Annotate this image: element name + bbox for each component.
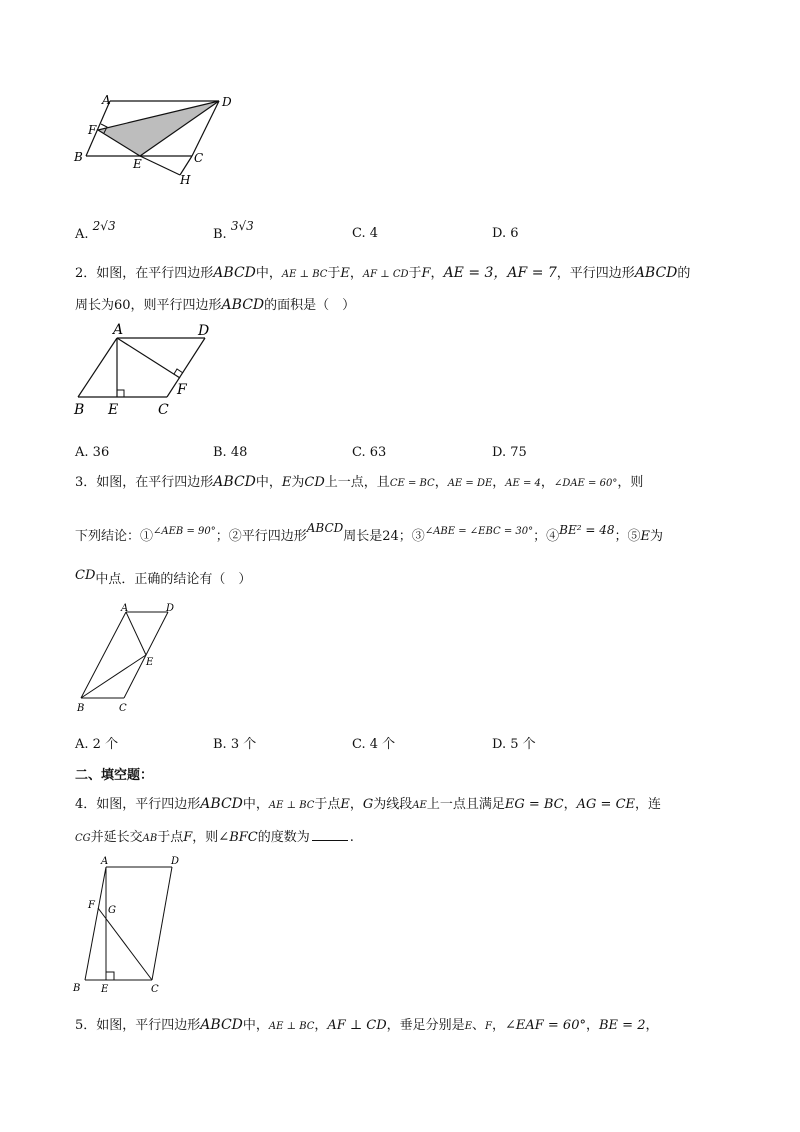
option-label: B. (213, 227, 227, 242)
label-d: D (198, 323, 210, 339)
option-value: 48 (230, 445, 248, 460)
q2-line-1 (75, 264, 690, 284)
q3-line-1 (75, 473, 643, 493)
math-conclusion: BE² = 48 (559, 523, 615, 537)
question-text: 于点 (157, 830, 184, 845)
math-abcd: ABCD (200, 1017, 243, 1033)
math-conclusion: ∠AEB = 90° (153, 526, 216, 537)
label-f: F (177, 382, 187, 398)
math-f: F (485, 1021, 492, 1032)
q4-line-1 (75, 795, 661, 815)
q1-option-b[interactable] (213, 219, 254, 244)
q2-option-c[interactable] (352, 444, 386, 462)
option-label: D. (492, 737, 507, 752)
math-condition: AF ⊥ CD (362, 269, 409, 280)
option-value: 4 (369, 226, 379, 241)
shaded-triangle-dfe (98, 101, 219, 156)
math-angle: ∠BFC (218, 830, 258, 845)
q2-option-a[interactable] (75, 444, 109, 462)
label-d: D (171, 856, 180, 867)
math-condition: AE = 3，AF = 7 (443, 265, 557, 281)
question-text: 周长为60，则平行四边形 (75, 298, 222, 313)
math-f: F (421, 266, 431, 281)
question-text: ， (585, 1018, 599, 1033)
question-text: 5．如图，平行四边形 (75, 1018, 201, 1033)
option-label: C. (352, 737, 366, 752)
question-text: . (349, 830, 354, 845)
math-e: E (340, 797, 350, 812)
label-e: E (101, 984, 109, 995)
label-e: E (146, 657, 154, 668)
question-text: 为线段 (373, 797, 413, 812)
math-ab: AB (142, 833, 158, 844)
segment-eh (140, 156, 180, 175)
option-label: D. (492, 226, 507, 241)
label-f: F (88, 123, 97, 137)
question-text: ， (645, 1018, 659, 1033)
label-c: C (158, 402, 169, 418)
option-value: 2 个 (92, 737, 119, 752)
option-label: C. (352, 445, 366, 460)
segment-af (117, 338, 180, 378)
question-text: ， (314, 1018, 328, 1033)
question-text: ，则 (192, 830, 219, 845)
math-cd: CD (304, 475, 325, 490)
math-e: E (340, 266, 350, 281)
option-label: A. (75, 445, 89, 460)
question-text: 、 (472, 1018, 486, 1033)
q5-line-1 (75, 1016, 659, 1036)
math-condition: CE = BC (389, 478, 435, 489)
side-ab (85, 867, 106, 980)
math-f: F (183, 830, 193, 845)
question-text: ， (430, 266, 444, 281)
side-dc (152, 867, 172, 980)
option-label: B. (213, 737, 227, 752)
q3-line-2 (75, 521, 664, 547)
question-text: 于点 (314, 797, 341, 812)
question-text: ，连 (635, 797, 662, 812)
question-text: ， (492, 475, 506, 490)
option-value: 6 (510, 226, 519, 241)
question-text: ， (491, 1018, 505, 1033)
math-cg: CG (75, 833, 91, 844)
q2-option-b[interactable] (213, 444, 247, 462)
question-text: 3．如图，在平行四边形 (75, 475, 214, 490)
q1-option-a[interactable] (75, 219, 116, 244)
q1-option-d[interactable] (492, 225, 519, 243)
option-value: 3√3 (230, 219, 254, 233)
option-value: 2√3 (92, 219, 116, 233)
figure-2 (0, 320, 800, 420)
question-text: 中， (242, 797, 269, 812)
label-e: E (108, 402, 119, 418)
math-condition: ∠DAE = 60° (553, 478, 618, 489)
label-a: A (101, 856, 109, 867)
option-value: 4 个 (369, 737, 396, 752)
question-text: 上一点，且 (324, 475, 390, 490)
option-value: 3 个 (230, 737, 257, 752)
q2-option-d[interactable] (492, 444, 527, 462)
math-condition: AG = CE (576, 797, 636, 812)
option-label: A. (75, 227, 89, 242)
math-condition: AE ⊥ BC (268, 1021, 315, 1032)
q3-line-3 (75, 568, 252, 589)
math-condition: AE ⊥ BC (268, 800, 315, 811)
figure-3 (0, 600, 800, 730)
q1-option-c[interactable] (352, 225, 378, 243)
question-text: 于 (408, 266, 422, 281)
math-abcd: ABCD (213, 474, 256, 490)
label-c: C (194, 151, 204, 165)
question-text: 为 (650, 529, 664, 544)
math-condition: AF ⊥ CD (327, 1018, 387, 1033)
label-d: D (166, 603, 175, 614)
math-e: E (281, 475, 292, 490)
question-text: ， (349, 797, 363, 812)
question-text: 周长是24；③ (343, 529, 425, 544)
option-value: 36 (92, 445, 110, 460)
question-text: ， (540, 475, 554, 490)
question-text: 为 (291, 475, 305, 490)
question-text: ，则 (617, 475, 644, 490)
math-condition: AE = 4 (505, 478, 541, 489)
question-text: 上一点且满足 (426, 797, 505, 812)
label-b: B (73, 983, 81, 994)
right-angle-mark-e (106, 972, 114, 980)
q3-option-b[interactable] (213, 736, 256, 754)
q2-line-2 (75, 296, 355, 315)
math-condition: AE = DE (447, 478, 493, 489)
math-condition: AE ⊥ BC (281, 269, 328, 280)
side-ab (78, 338, 117, 397)
question-text: ， (563, 797, 577, 812)
right-angle-mark-e (117, 390, 124, 397)
option-label: B. (213, 445, 227, 460)
label-a: A (102, 93, 111, 107)
label-d: D (222, 95, 232, 109)
question-text: 下列结论：① (75, 529, 154, 544)
segment-ae (126, 612, 146, 655)
question-text: 并延长交 (90, 830, 143, 845)
question-text: 中点．正确的结论有（ ） (95, 572, 252, 587)
question-text: ， (349, 266, 363, 281)
figure-1 (0, 0, 800, 200)
question-text: 于 (327, 266, 341, 281)
q3-option-d[interactable] (492, 736, 536, 754)
option-label: D. (492, 445, 507, 460)
label-b: B (74, 150, 83, 164)
section-heading: 二、填空题： (75, 768, 154, 783)
math-abcd: ABCD (306, 521, 344, 535)
math-abcd: ABCD (221, 297, 265, 313)
label-a: A (113, 322, 124, 338)
label-c: C (151, 984, 159, 995)
math-ae: AE (412, 800, 427, 811)
label-f: F (88, 900, 95, 911)
option-label: C. (352, 226, 366, 241)
option-value: 63 (369, 445, 387, 460)
math-conclusion: ∠ABE = ∠EBC = 30° (424, 526, 534, 537)
label-g: G (108, 905, 116, 916)
label-b: B (77, 703, 85, 714)
side-ab (81, 612, 126, 698)
question-text: 的面积是（ ） (264, 298, 356, 313)
math-g: G (362, 797, 374, 812)
math-condition: BE = 2 (599, 1018, 646, 1033)
math-condition: ∠EAF = 60° (504, 1018, 586, 1033)
label-a: A (121, 603, 129, 614)
label-e: E (133, 157, 142, 171)
q4-line-2 (75, 829, 354, 848)
question-text: 中， (255, 475, 282, 490)
label-b: B (74, 402, 85, 418)
answer-blank[interactable] (312, 840, 348, 841)
q3-option-c[interactable] (352, 736, 395, 754)
question-text: 的度数为 (257, 830, 310, 845)
q3-option-a[interactable] (75, 736, 118, 754)
math-abcd: ABCD (634, 265, 678, 281)
question-text: 中， (242, 1018, 269, 1033)
question-text: ；②平行四边形 (215, 529, 307, 544)
math-e: E (640, 529, 650, 544)
math-abcd: ABCD (213, 265, 256, 281)
question-text: 中， (255, 266, 282, 281)
label-h: H (180, 173, 191, 187)
question-text: ；④ (533, 529, 560, 544)
figure-4 (0, 850, 800, 1000)
question-text: ，平行四边形 (556, 266, 635, 281)
option-value: 5 个 (510, 737, 536, 752)
question-text: 2．如图，在平行四边形 (75, 266, 214, 281)
segment-be (81, 655, 146, 698)
math-abcd: ABCD (200, 796, 243, 812)
math-cd: CD (75, 568, 96, 583)
question-text: 的 (677, 266, 691, 281)
math-e: E (464, 1021, 472, 1032)
question-text: ；⑤ (614, 529, 641, 544)
option-value: 75 (510, 445, 527, 460)
option-label: A. (75, 737, 89, 752)
question-text: ，垂足分别是 (386, 1018, 465, 1033)
question-text: ， (434, 475, 448, 490)
label-c: C (119, 703, 127, 714)
math-condition: EG = BC (504, 797, 564, 812)
question-text: 4．如图，平行四边形 (75, 797, 201, 812)
